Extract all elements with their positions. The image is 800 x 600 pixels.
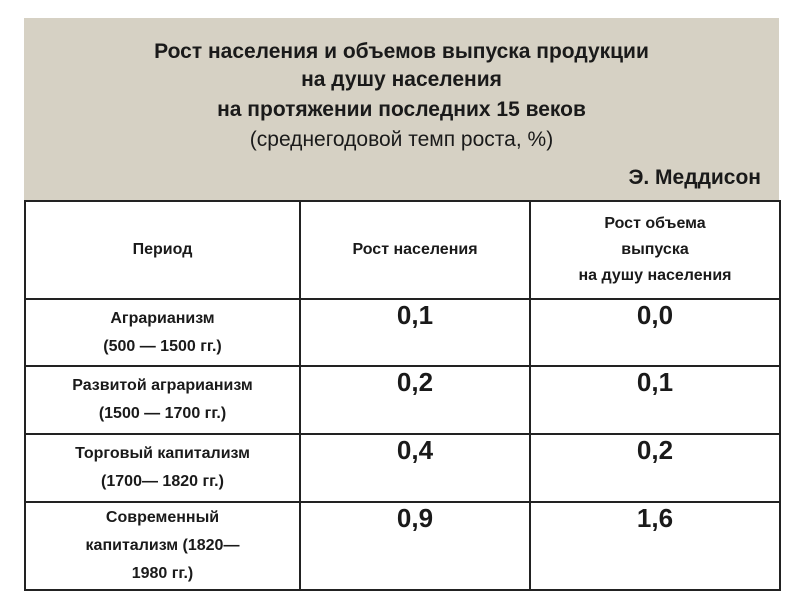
period-years: 1980 гг.) xyxy=(131,565,194,582)
population-growth-cell: 0,9 xyxy=(300,502,530,590)
population-growth-cell: 0,1 xyxy=(300,299,530,366)
table-header-row xyxy=(25,201,780,299)
column-header-output-line-3: на душу населения xyxy=(578,267,732,284)
author: Э. Меддисон xyxy=(628,166,761,189)
period-name: Аграрианизм xyxy=(110,309,215,327)
table-row xyxy=(25,502,780,590)
column-header-period xyxy=(25,201,300,299)
output-growth-cell: 0,2 xyxy=(530,434,780,502)
table-row xyxy=(25,299,780,366)
period-name: Развитой аграрианизм xyxy=(72,377,253,394)
period-cell xyxy=(25,366,300,434)
period-cell xyxy=(25,434,300,502)
table-row xyxy=(25,434,780,502)
column-header-period-label: Период xyxy=(132,241,193,258)
period-years: (500 — 1500 гг.) xyxy=(103,337,222,355)
column-header-output-line-2: выпуска xyxy=(621,241,689,258)
period-name-line-2: капитализм (1820— xyxy=(85,537,240,554)
subtitle: (среднегодовой темп роста, %) xyxy=(249,128,554,151)
table-row xyxy=(25,366,780,434)
data-table xyxy=(24,200,781,591)
title-line-3: на протяжении последних 15 веков xyxy=(217,98,586,121)
title-panel xyxy=(24,18,779,200)
population-growth-cell: 0,2 xyxy=(300,366,530,434)
period-cell xyxy=(25,502,300,590)
title-line-1: Рост населения и объемов выпуска продукции xyxy=(154,40,649,63)
output-growth-cell: 0,0 xyxy=(530,299,780,366)
column-header-population xyxy=(300,201,530,299)
column-header-output xyxy=(530,201,780,299)
period-years: (1500 — 1700 гг.) xyxy=(98,405,227,422)
period-name-line-1: Современный xyxy=(105,509,220,526)
period-years: (1700— 1820 гг.) xyxy=(101,473,224,490)
output-growth-cell: 1,6 xyxy=(530,502,780,590)
column-header-output-line-1: Рост объема xyxy=(604,215,706,232)
title-line-2: на душу населения xyxy=(301,68,502,91)
column-header-population-label: Рост населения xyxy=(352,241,478,258)
period-name: Торговый капитализм xyxy=(75,445,250,462)
period-cell xyxy=(25,299,300,366)
output-growth-cell: 0,1 xyxy=(530,366,780,434)
population-growth-cell: 0,4 xyxy=(300,434,530,502)
